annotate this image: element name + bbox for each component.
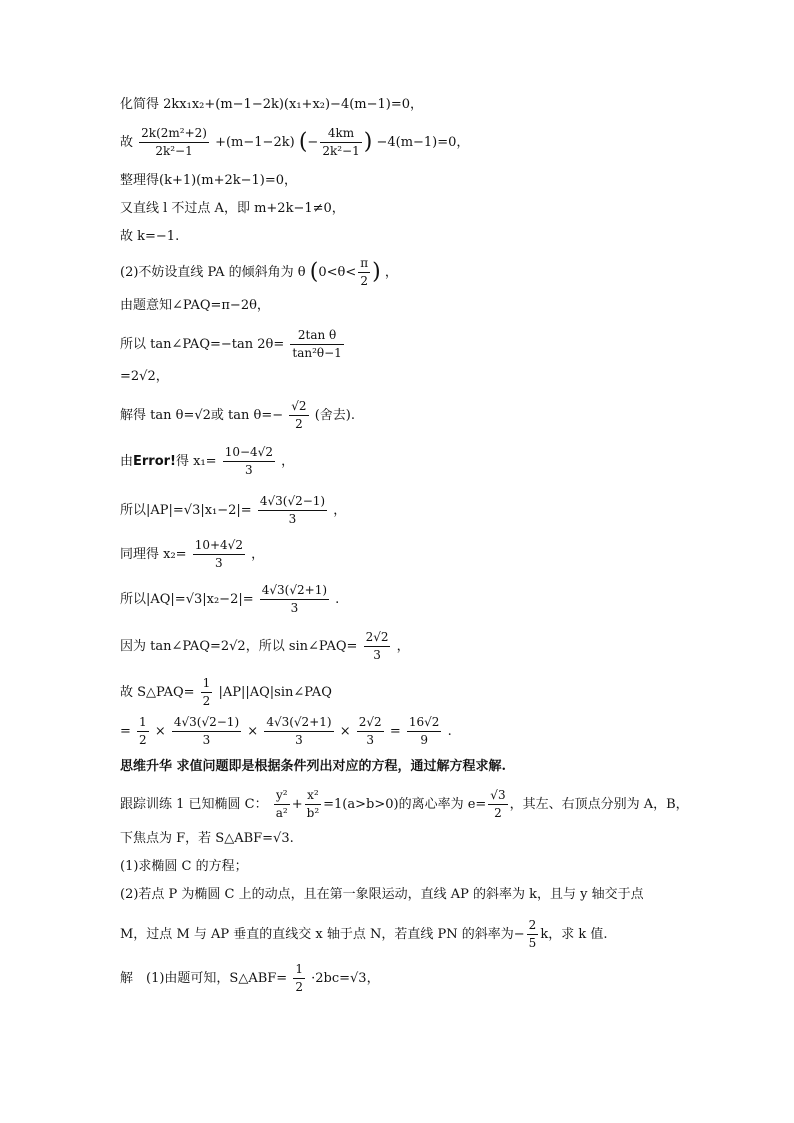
- text-line: [120, 297, 270, 315]
- denominator: a²: [275, 806, 288, 820]
- denominator: 2: [295, 417, 303, 431]
- text-line: [120, 256, 398, 289]
- text-line: [120, 676, 332, 709]
- numerator: 2: [527, 918, 539, 935]
- line-text: =1(a>b>0)的离心率为 e=: [323, 797, 487, 812]
- line-text: M，过点 M 与 AP 垂直的直线交 x 轴于点 N，若直线 PN 的斜率为−: [120, 927, 525, 942]
- line-text: ·2bc=√3，: [311, 971, 380, 986]
- denominator: 3: [245, 463, 253, 477]
- numerator: y²: [274, 788, 290, 805]
- numerator: 2tan θ: [290, 328, 343, 345]
- line-text: 故 S△PAQ=: [120, 685, 195, 700]
- fraction: [293, 962, 305, 995]
- fraction: [488, 788, 507, 821]
- line-text: .: [447, 724, 452, 739]
- line-text: 所以|AQ|=√3|x₂−2|=: [120, 592, 254, 607]
- text-line: [120, 858, 248, 876]
- text-line: [120, 126, 469, 159]
- line-text: =: [120, 724, 131, 739]
- line-text: 解 (1)由题可知，S△ABF=: [120, 971, 288, 986]
- numerator: x²: [305, 788, 322, 805]
- fraction: [193, 538, 245, 571]
- fraction: [289, 399, 308, 432]
- line-text: 整理得(k+1)(m+2k−1)=0，: [120, 173, 298, 188]
- line-text: .: [335, 592, 340, 607]
- fraction: [260, 583, 329, 616]
- denominator: 3: [202, 733, 211, 747]
- line-text: k，求 k 值.: [540, 927, 608, 942]
- line-text: −: [307, 135, 319, 150]
- denominator: 9: [420, 733, 428, 747]
- text-line: [120, 200, 345, 218]
- line-text: ×: [339, 724, 351, 739]
- denominator: 2: [360, 274, 368, 288]
- line-text: (1)求椭圆 C 的方程；: [120, 859, 248, 874]
- line-text: +: [291, 797, 303, 812]
- fraction: [264, 715, 333, 748]
- fraction: [358, 256, 370, 289]
- line-text: 所以|AP|=√3|x₁−2|=: [120, 503, 252, 518]
- text-line: [120, 715, 452, 748]
- text-line: [120, 399, 355, 432]
- fraction: [527, 918, 539, 951]
- fraction: [223, 445, 275, 478]
- line-text: 因为 tan∠PAQ=2√2，所以 sin∠PAQ=: [120, 639, 358, 654]
- line-text: 跟踪训练 1 已知椭圆 C：: [120, 797, 268, 812]
- text-line: [120, 228, 179, 246]
- line-text: 由: [120, 454, 134, 469]
- line-text: 思维升华 求值问题即是根据条件列出对应的方程，通过解方程求解.: [120, 759, 507, 774]
- denominator: 3: [215, 556, 223, 570]
- denominator: 2: [139, 733, 147, 747]
- numerator: 1: [293, 962, 305, 979]
- numerator: 1: [201, 676, 213, 693]
- numerator: 10+4√2: [193, 538, 245, 555]
- line-text: ×: [154, 724, 166, 739]
- numerator: 2k(2m²+2): [139, 126, 209, 143]
- line-text: 得 x₁=: [176, 454, 217, 469]
- numerator: 4√3(√2+1): [260, 583, 329, 600]
- numerator: 10−4√2: [223, 445, 275, 462]
- line-text: 下焦点为 F，若 S△ABF=√3.: [120, 831, 294, 846]
- text-line: [120, 172, 297, 190]
- numerator: 4√3(√2−1): [172, 715, 241, 732]
- text-line: [120, 328, 346, 361]
- text-line: [120, 830, 294, 848]
- line-text: |AP||AQ|sin∠PAQ: [218, 685, 332, 700]
- denominator: 3: [288, 512, 297, 526]
- fraction: [274, 788, 290, 821]
- line-text: 0<θ<: [318, 265, 357, 280]
- numerator: √2: [289, 399, 308, 416]
- paren: ): [363, 129, 373, 155]
- line-text: =2√2，: [120, 369, 169, 384]
- text-line: [120, 538, 264, 571]
- line-text: 同理得 x₂=: [120, 547, 187, 562]
- numerator: 2√2: [357, 715, 384, 732]
- fraction: [137, 715, 149, 748]
- line-text: 又直线 l 不过点 A，即 m+2k−1≠0，: [120, 201, 345, 216]
- numerator: 1: [137, 715, 149, 732]
- line-text: 故: [120, 135, 134, 150]
- line-text: ，: [384, 265, 398, 280]
- fraction: [305, 788, 322, 821]
- fraction: [201, 676, 213, 709]
- text-line: [120, 788, 689, 821]
- numerator: 2√2: [364, 630, 391, 647]
- fraction: [258, 494, 327, 527]
- line-text: +(m−1−2k): [215, 135, 295, 150]
- paren: ): [372, 259, 381, 285]
- text-line: [120, 583, 339, 616]
- denominator: 3: [373, 648, 381, 662]
- line-text: −4(m−1)=0，: [376, 135, 470, 150]
- text-line: [120, 445, 294, 478]
- text-line: [120, 962, 380, 995]
- line-text: (2)不妨设直线 PA 的倾斜角为 θ: [120, 265, 306, 280]
- text-line: [120, 96, 423, 114]
- line-text: 化简得 2kx₁x₂+(m−1−2k)(x₁+x₂)−4(m−1)=0，: [120, 97, 424, 112]
- line-text: ，: [333, 503, 347, 518]
- text-line: [120, 886, 644, 904]
- denominator: 5: [528, 936, 537, 950]
- line-text: 所以 tan∠PAQ=−tan 2θ=: [120, 337, 285, 352]
- line-text: ，: [251, 547, 265, 562]
- numerator: 4km: [320, 126, 361, 143]
- denominator: 2k²−1: [155, 144, 193, 158]
- summary-line: [120, 758, 506, 776]
- line-text: ，: [281, 454, 295, 469]
- text-line: [120, 494, 346, 527]
- fraction: [139, 126, 209, 159]
- denominator: 3: [290, 601, 299, 615]
- denominator: 3: [295, 733, 303, 747]
- fraction: [320, 126, 361, 159]
- denominator: b²: [306, 806, 320, 820]
- fraction: [407, 715, 442, 748]
- line-text: =: [389, 724, 401, 739]
- fraction: [172, 715, 241, 748]
- denominator: 2: [295, 980, 303, 994]
- denominator: 2k²−1: [322, 144, 360, 158]
- line-text: (舍去).: [314, 408, 355, 423]
- denominator: 2: [202, 694, 211, 708]
- numerator: 4√3(√2+1): [264, 715, 333, 732]
- denominator: tan²θ−1: [292, 346, 342, 360]
- text-line: [120, 630, 410, 663]
- line-text: (2)若点 P 为椭圆 C 上的动点，且在第一象限运动，直线 AP 的斜率为 k，且与 y 轴交于点: [120, 887, 644, 902]
- numerator: 16√2: [407, 715, 442, 732]
- line-text: 由题意知∠PAQ=π−2θ，: [120, 298, 270, 313]
- fraction: [364, 630, 391, 663]
- line-text: 解得 tan θ=√2或 tan θ=−: [120, 408, 284, 423]
- text-line: [120, 368, 169, 386]
- line-text: ，其左、右顶点分别为 A，B，: [509, 797, 689, 812]
- fraction: [290, 328, 343, 361]
- paren: (: [309, 259, 319, 285]
- line-text: ，: [396, 639, 410, 654]
- line-text: ×: [247, 724, 259, 739]
- text-line: [120, 918, 607, 951]
- error-text: Error!: [133, 454, 176, 469]
- numerator: √3: [488, 788, 507, 805]
- paren: (: [298, 129, 308, 155]
- denominator: 2: [494, 806, 502, 820]
- denominator: 3: [366, 733, 375, 747]
- numerator: 4√3(√2−1): [258, 494, 327, 511]
- numerator: π: [358, 256, 370, 273]
- line-text: 故 k=−1.: [120, 229, 180, 244]
- fraction: [357, 715, 384, 748]
